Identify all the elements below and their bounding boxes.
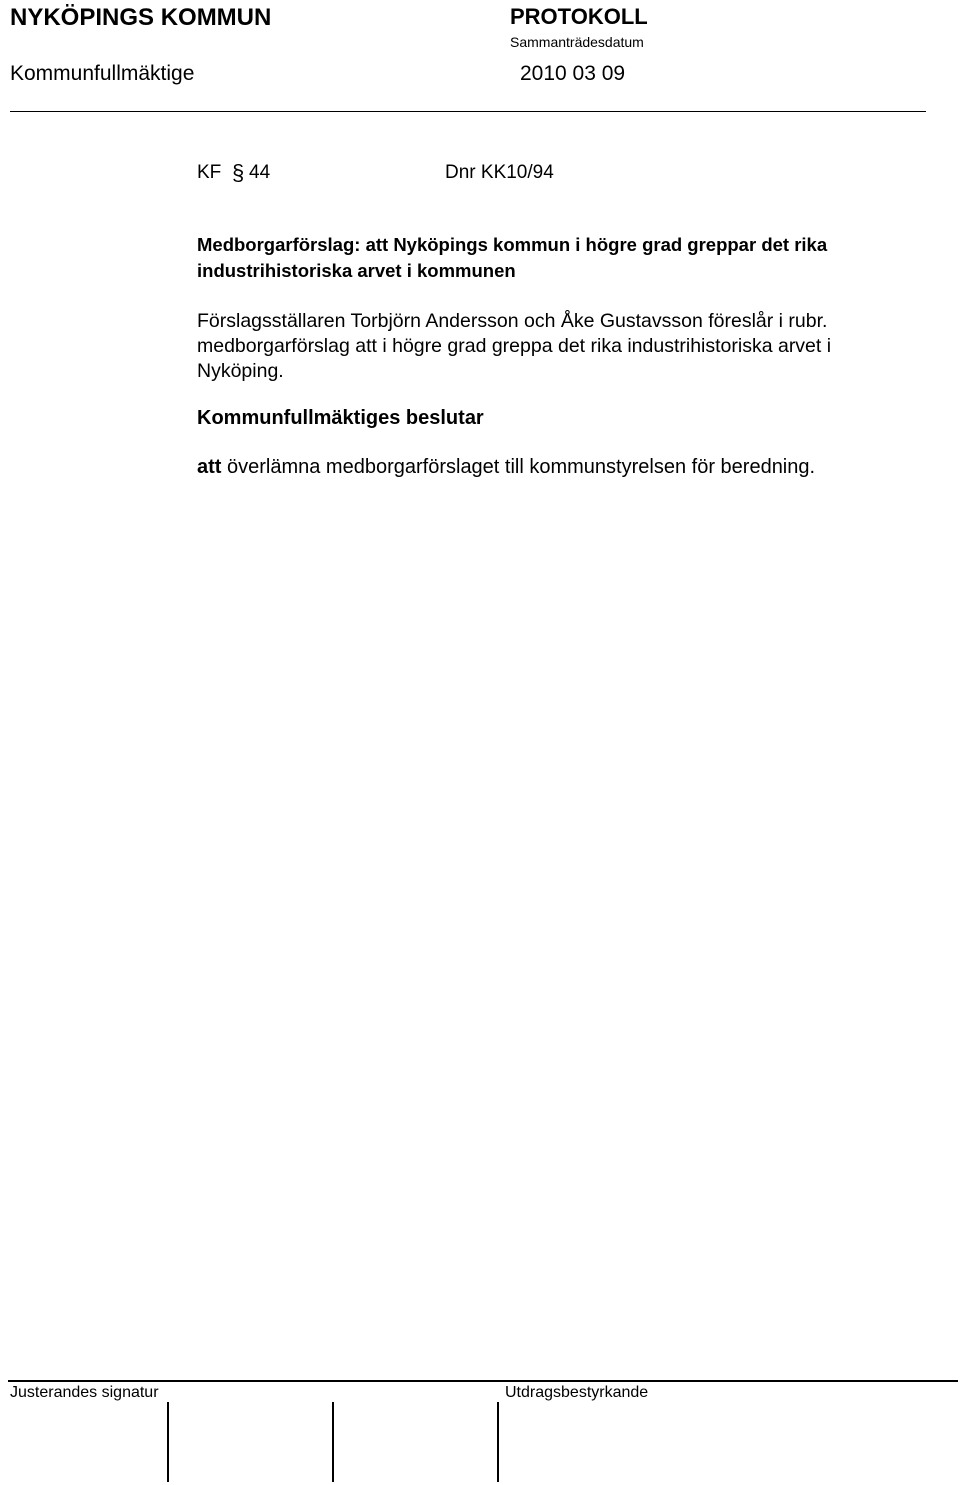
signature-box-divider: [167, 1402, 169, 1482]
footer-divider: [8, 1380, 958, 1382]
case-prefix: KF: [197, 162, 222, 183]
attest-label: Utdragsbestyrkande: [505, 1384, 649, 1401]
decision-heading: Kommunfullmäktiges beslutar: [197, 407, 484, 429]
body-text-line-1: Förslagsställaren Torbjörn Andersson och Åke Gustavsson föreslår i rubr.: [197, 310, 828, 332]
meeting-date-label: Sammanträdesdatum: [510, 34, 644, 50]
body-name: Kommunfullmäktige: [10, 62, 195, 85]
meeting-date: 2010 03 09: [520, 62, 626, 85]
case-title-line-1: Medborgarförslag: att Nyköpings kommun i högre grad greppar det rika: [197, 234, 828, 255]
header-divider: [10, 111, 926, 112]
decision-prefix: att: [197, 456, 222, 478]
decision-text: överlämna medborgarförslaget till kommunstyrelsen för beredning.: [227, 456, 816, 478]
paragraph-symbol: §: [232, 160, 245, 185]
case-number: 44: [249, 162, 271, 183]
case-title-line-2: industrihistoriska arvet i kommunen: [197, 260, 516, 281]
diary-number: Dnr KK10/94: [445, 162, 554, 183]
signature-box-divider: [497, 1402, 499, 1482]
body-text-line-3: Nyköping.: [197, 360, 284, 382]
municipality-name: NYKÖPINGS KOMMUN: [10, 4, 272, 31]
signature-box-divider: [332, 1402, 334, 1482]
document-type: PROTOKOLL: [510, 4, 648, 29]
body-text-line-2: medborgarförslag att i högre grad greppa det rika industrihistoriska arvet i: [197, 335, 832, 357]
signature-label: Justerandes signatur: [10, 1384, 159, 1401]
